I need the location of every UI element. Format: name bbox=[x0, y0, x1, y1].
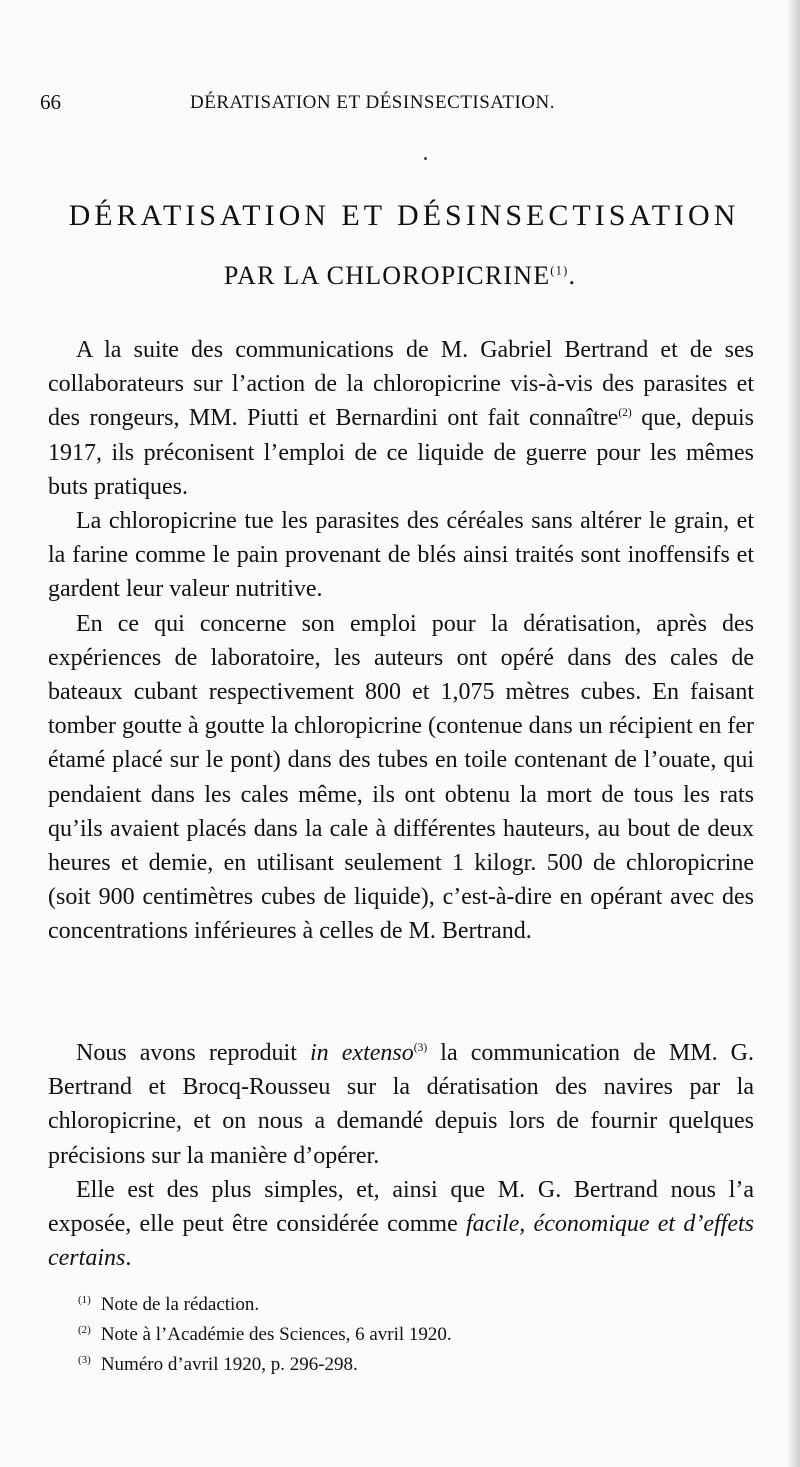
paragraph-1-text-b: que, depuis 1917, ils préconisent l’emploi de ce liquide de guerre pour les mêmes buts pratiques. bbox=[48, 405, 754, 500]
page-number: 66 bbox=[40, 90, 61, 114]
footnote-ref-3: (3) bbox=[413, 1042, 428, 1054]
footnote-2-mark: (2) bbox=[78, 1323, 91, 1336]
paragraph-1-text-a: A la suite des communications de M. Gabriel Bertrand et de ses collaborateurs sur l’action de la chloropicrine vis-à-vis des parasites et des rongeurs, MM. Piutti et Bernardini ont fait connaître bbox=[48, 337, 754, 432]
footnote-3 bbox=[78, 1350, 678, 1380]
paragraph-5-end: . bbox=[125, 1245, 132, 1272]
body-section-1 bbox=[48, 333, 754, 949]
footnote-ref-2: (2) bbox=[618, 407, 632, 420]
footnote-3-mark: (3) bbox=[78, 1353, 91, 1366]
title-line-2-end: . bbox=[568, 261, 577, 290]
body-section-2 bbox=[48, 1036, 754, 1275]
paragraph-4-text-a: Nous avons reproduit bbox=[76, 1040, 310, 1066]
title-line-1: DÉRATISATION ET DÉSINSECTISATION bbox=[68, 199, 740, 232]
footnotes bbox=[78, 1290, 678, 1380]
running-title: DÉRATISATION ET DÉSINSECTISATION. bbox=[190, 92, 556, 113]
print-speck bbox=[424, 157, 427, 160]
paragraph-5-italic: facile, économique et d’effets certains bbox=[48, 1211, 754, 1272]
paragraph-5-text-a: Elle est des plus simples, et, ainsi que M. G. Bertrand nous l’a exposée, elle peut être considérée comme bbox=[48, 1176, 754, 1238]
footnote-1-mark: (1) bbox=[78, 1293, 91, 1306]
article-title bbox=[0, 196, 800, 296]
paragraph-3: En ce qui concerne son emploi pour la dératisation, après des expériences de laboratoire, les auteurs ont opéré dans des cales de bateaux cubant respectivement 800 et 1,075 mètres cubes. En faisant tomber goutte à goutte la chloropicrine (contenue dans un récipient en fer étamé placé sur le pont) dans des tubes en toile contenant de l’ouate, qui pendaient dans les cales même, ils ont obtenu la mort de tous les rats qu’ils avaient placés dans la cale à différentes hauteurs, au bout de deux heures et demie, en utilisant seulement 1 kilogr. 500 de chloropicrine (soit 900 centimètres cubes de liquide), c’est-à-dire en opérant avec des concentrations inférieures à celles de M. Bertrand. bbox=[48, 610, 754, 945]
footnote-ref-1: (1) bbox=[550, 263, 569, 278]
footnote-1-text: Note de la rédaction. bbox=[100, 1294, 260, 1315]
footnote-3-text: Numéro d’avril 1920, p. 296-298. bbox=[100, 1354, 358, 1375]
paragraph-4-italic: in extenso bbox=[309, 1040, 414, 1066]
running-head bbox=[40, 90, 760, 120]
footnote-2 bbox=[78, 1320, 678, 1350]
title-line-2-text: PAR LA CHLOROPICRINE bbox=[223, 261, 551, 290]
paragraph-2: La chloropicrine tue les parasites des céréales sans altérer le grain, et la farine comme le pain provenant de blés ainsi traités sont inoffensifs et gardent leur valeur nutritive. bbox=[48, 508, 754, 603]
title-line-2 bbox=[0, 256, 800, 296]
footnote-2-text: Note à l’Académie des Sciences, 6 avril 1920. bbox=[100, 1324, 452, 1345]
footnote-1 bbox=[78, 1290, 678, 1320]
paragraph-4 bbox=[48, 1036, 754, 1173]
paragraph-4-text-b: la communication de MM. G. Bertrand et Brocq-Rousseu sur la dératisation des navires par la chloropicrine, et on nous a demandé depuis lors de fournir quelques précisions sur la manière d’opérer. bbox=[48, 1040, 755, 1169]
paragraph-5 bbox=[48, 1173, 754, 1276]
paragraph-1 bbox=[48, 333, 754, 504]
